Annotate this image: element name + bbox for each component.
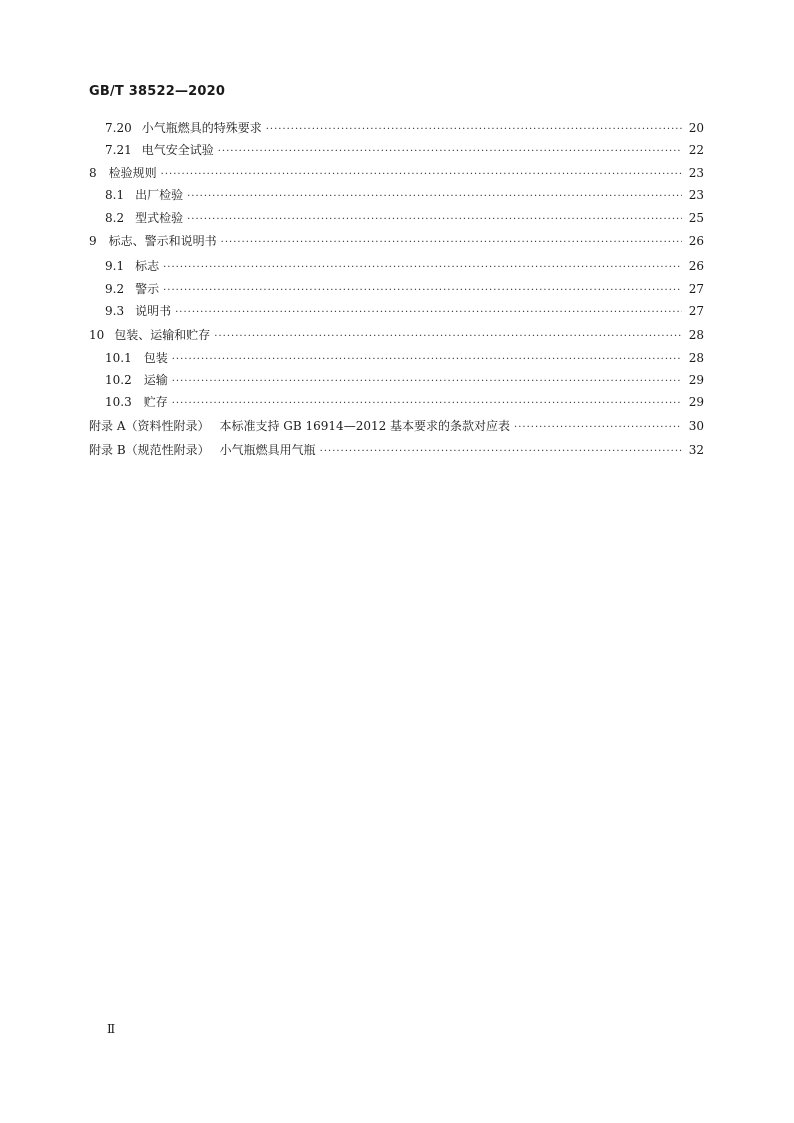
toc-entry[interactable] bbox=[89, 327, 704, 343]
toc-entry-title: 标志、警示和说明书 bbox=[108, 234, 217, 248]
toc-entry-page: 30 bbox=[688, 419, 704, 433]
toc-dot-leader bbox=[161, 167, 682, 183]
toc-entry[interactable] bbox=[105, 120, 704, 136]
toc-dot-leader bbox=[514, 420, 682, 436]
toc-dot-leader bbox=[163, 260, 682, 276]
toc-entry-page: 28 bbox=[688, 351, 704, 365]
toc-entry-number: 9 bbox=[89, 234, 97, 248]
toc-dot-leader bbox=[163, 283, 682, 299]
toc-entry[interactable] bbox=[89, 165, 704, 181]
toc-entry-number: 8.1 bbox=[105, 188, 125, 202]
toc-entry-title: 本标准支持 GB 16914—2012 基本要求的条款对应表 bbox=[219, 419, 511, 433]
toc-entry[interactable] bbox=[105, 142, 704, 158]
toc-entry-title: 包装 bbox=[143, 351, 168, 365]
toc-entry-page: 29 bbox=[688, 373, 704, 387]
toc-entry-page: 27 bbox=[688, 304, 704, 318]
toc-entry-title: 包装、运输和贮存 bbox=[114, 328, 211, 342]
toc-entry-number: 10 bbox=[89, 328, 105, 342]
toc-entry-number: 8.2 bbox=[105, 211, 125, 225]
toc-entry[interactable] bbox=[105, 258, 704, 274]
toc-entry-appendix-a[interactable] bbox=[89, 418, 704, 434]
toc-entry-number: 9.2 bbox=[105, 282, 125, 296]
toc-entry-title: 检验规则 bbox=[108, 166, 157, 180]
toc-dot-leader bbox=[172, 374, 682, 390]
toc-entry-page: 20 bbox=[688, 121, 704, 135]
toc-entry-appendix-b[interactable] bbox=[89, 442, 704, 458]
toc-entry-number: 10.2 bbox=[105, 373, 132, 387]
toc-dot-leader bbox=[172, 352, 682, 368]
toc-entry[interactable] bbox=[105, 187, 704, 203]
toc-entry-title: 说明书 bbox=[135, 304, 172, 318]
toc-entry-title: 运输 bbox=[143, 373, 168, 387]
toc-entry-page: 23 bbox=[688, 166, 704, 180]
toc-entry-number: 7.20 bbox=[105, 121, 132, 135]
toc-entry-title: 小气瓶燃具的特殊要求 bbox=[141, 121, 262, 135]
toc-entry-page: 22 bbox=[688, 143, 704, 157]
toc-entry-number: 9.3 bbox=[105, 304, 125, 318]
toc-entry[interactable] bbox=[105, 281, 704, 297]
toc-entry-number: 9.1 bbox=[105, 259, 125, 273]
toc-entry-title: 电气安全试验 bbox=[141, 143, 214, 157]
toc-entry-page: 26 bbox=[688, 259, 704, 273]
toc-entry-title: 贮存 bbox=[143, 395, 168, 409]
toc-dot-leader bbox=[320, 444, 682, 460]
toc-dot-leader bbox=[218, 144, 682, 160]
page-number-footer: Ⅱ bbox=[107, 1022, 116, 1036]
toc-entry[interactable] bbox=[105, 394, 704, 410]
toc-dot-leader bbox=[187, 189, 682, 205]
toc-entry-title: 标志 bbox=[135, 259, 160, 273]
toc-entry-number: 附录 A（资料性附录） bbox=[89, 419, 210, 433]
toc-entry-page: 29 bbox=[688, 395, 704, 409]
toc-entry-title: 小气瓶燃具用气瓶 bbox=[219, 443, 316, 457]
toc-entry-number: 10.3 bbox=[105, 395, 132, 409]
toc-dot-leader bbox=[214, 329, 682, 345]
toc-entry-page: 27 bbox=[688, 282, 704, 296]
toc-entry[interactable] bbox=[105, 350, 704, 366]
toc-dot-leader bbox=[175, 305, 682, 321]
toc-entry-page: 25 bbox=[688, 211, 704, 225]
toc-entry[interactable] bbox=[105, 372, 704, 388]
toc-entry-title: 警示 bbox=[135, 282, 160, 296]
toc-entry-number: 10.1 bbox=[105, 351, 132, 365]
toc-dot-leader bbox=[172, 396, 682, 412]
toc-entry-title: 出厂检验 bbox=[135, 188, 184, 202]
toc-entry[interactable] bbox=[105, 303, 704, 319]
toc-entry[interactable] bbox=[105, 210, 704, 226]
toc-entry-number: 8 bbox=[89, 166, 97, 180]
toc-entry-number: 附录 B（规范性附录） bbox=[89, 443, 210, 457]
toc-dot-leader bbox=[221, 235, 682, 251]
toc-entry-page: 28 bbox=[688, 328, 704, 342]
toc-dot-leader bbox=[266, 122, 682, 138]
document-id-header: GB/T 38522—2020 bbox=[89, 84, 226, 99]
toc-entry-page: 32 bbox=[688, 443, 704, 457]
toc-entry-title: 型式检验 bbox=[135, 211, 184, 225]
toc-entry-page: 23 bbox=[688, 188, 704, 202]
toc-entry[interactable] bbox=[89, 233, 704, 249]
toc-entry-number: 7.21 bbox=[105, 143, 132, 157]
toc-dot-leader bbox=[187, 212, 682, 228]
toc-entry-page: 26 bbox=[688, 234, 704, 248]
